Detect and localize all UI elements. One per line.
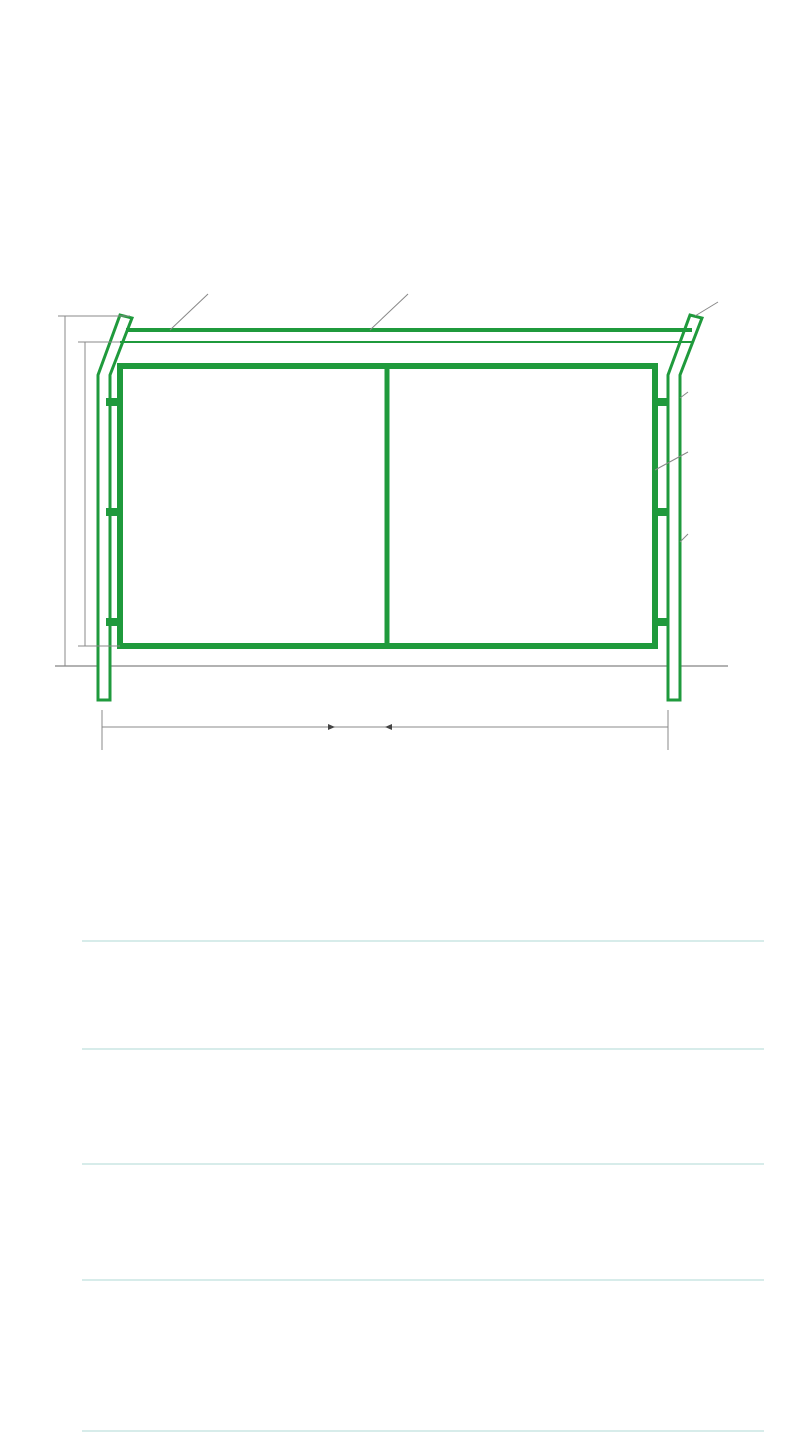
divider — [82, 1163, 764, 1165]
divider — [82, 1279, 764, 1281]
divider — [82, 940, 764, 942]
divider — [82, 1430, 764, 1432]
fence-diagram — [40, 280, 760, 800]
title-accent-bar — [370, 111, 430, 121]
divider — [82, 1048, 764, 1050]
left-post — [98, 315, 132, 700]
right-post — [668, 315, 702, 700]
spec-application — [118, 1304, 678, 1318]
